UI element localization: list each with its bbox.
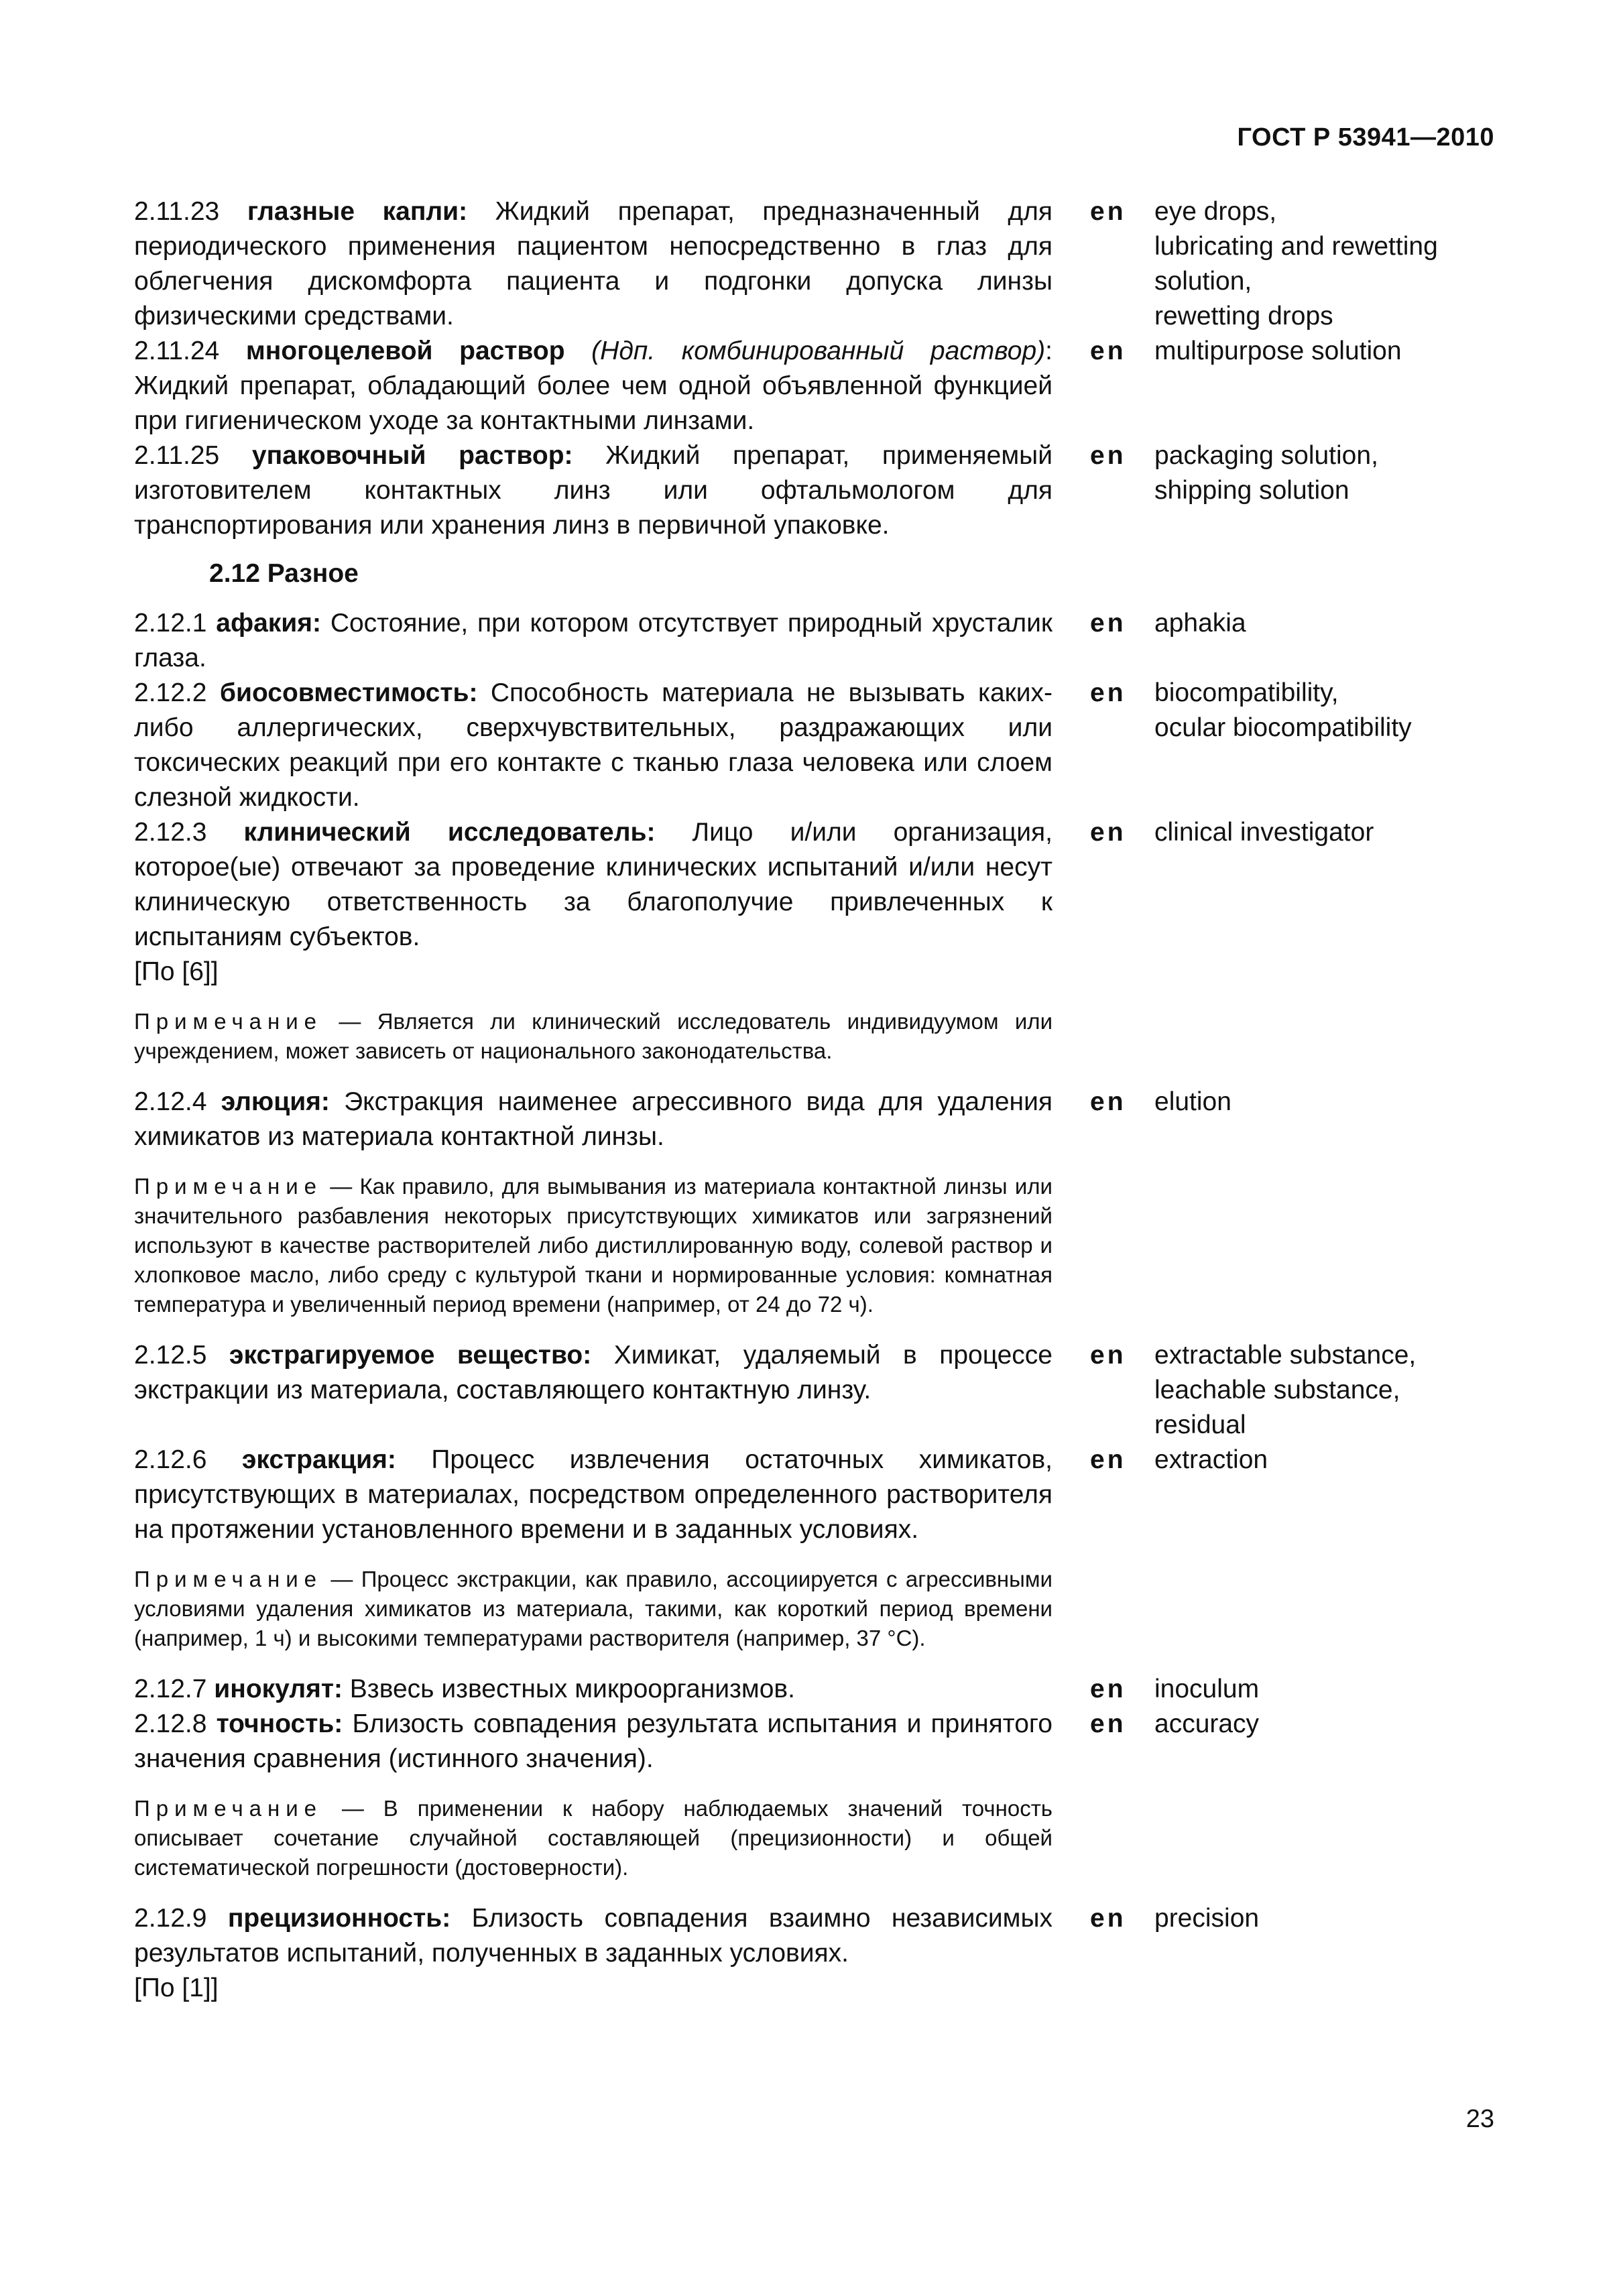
english-terms bbox=[1154, 1672, 1492, 1707]
definition bbox=[134, 194, 1053, 334]
definition-text: : Жидкий препарат, обладающий более чем одной объявленной функцией при гигиеническом уходе за контактными линзами. bbox=[134, 337, 1053, 435]
english-term: biocompatibility, bbox=[1154, 678, 1339, 707]
term-entry-2-11-25 bbox=[134, 438, 1492, 543]
term-number: 2.12.4 bbox=[134, 1087, 207, 1116]
definition bbox=[134, 1672, 1053, 1707]
term-entry-2-11-24 bbox=[134, 334, 1492, 438]
language-code: en bbox=[1090, 1445, 1126, 1474]
english-terms bbox=[1154, 1901, 1492, 2006]
definition-text: Лицо и/или организация, которое(ые) отвечают за проведение клинических испытаний и/или несут клиническую ответственность за благополучие привлеченных к испытаниям субъектов. bbox=[134, 818, 1053, 951]
source-reference: [По [6]] bbox=[134, 957, 219, 986]
english-terms bbox=[1154, 676, 1492, 815]
term-entry-2-12-5 bbox=[134, 1338, 1492, 1443]
term-entry-2-12-2 bbox=[134, 676, 1492, 815]
term-number: 2.12.7 bbox=[134, 1675, 207, 1703]
definition-text: Жидкий препарат, применяемый изготовителем контактных линз или офтальмологом для транспортирования или хранения линз в первичной упаковке. bbox=[134, 441, 1053, 540]
definition-text: Процесс извлечения остаточных химикатов, присутствующих в материалах, посредством определенного растворителя на протяжении установленного времени и в заданных условиях. bbox=[134, 1445, 1053, 1544]
term-number: 2.11.25 bbox=[134, 441, 220, 470]
english-term: rewetting drops bbox=[1154, 302, 1333, 330]
definition-text: Близость совпадения результата испытания и принятого значения сравнения (истинного значения). bbox=[134, 1709, 1053, 1773]
english-term: shipping solution bbox=[1154, 476, 1349, 505]
english-terms bbox=[1154, 606, 1492, 676]
note bbox=[134, 1172, 1053, 1319]
english-terms bbox=[1154, 438, 1492, 543]
note bbox=[134, 1007, 1053, 1066]
language-code: en bbox=[1090, 197, 1126, 226]
english-term: extractable substance, bbox=[1154, 1341, 1417, 1370]
definition bbox=[134, 1338, 1053, 1443]
english-term: elution bbox=[1154, 1087, 1231, 1116]
definition-text: Экстракция наименее агрессивного вида для удаления химикатов из материала контактной линзы. bbox=[134, 1087, 1053, 1151]
language-code: en bbox=[1090, 1087, 1126, 1116]
definition-text: Жидкий препарат, предназначенный для периодического применения пациентом непосредственно в глаз для облегчения дискомфорта пациента и подгонки допуска линзы физическими средствами. bbox=[134, 197, 1053, 330]
note-text: — Как правило, для вымывания из материала контактной линзы или значительного разбавления некоторых присутствующих химикатов или загрязнений используют в качестве растворителей либо дистиллированную воду, солевой раствор и хлопковое масло, либо среду с культурой ткани и нормированные условия: комнатная температура и увеличенный период времени (например, от 24 до 72 ч). bbox=[134, 1174, 1053, 1317]
definition-text: Состояние, при котором отсутствует природный хрусталик глаза. bbox=[134, 609, 1053, 672]
term-number: 2.12.5 bbox=[134, 1341, 207, 1370]
page-content bbox=[134, 194, 1492, 2006]
term-entry-2-12-4 bbox=[134, 1085, 1492, 1154]
note bbox=[134, 1565, 1053, 1653]
term-number: 2.12.8 bbox=[134, 1709, 207, 1738]
language-code: en bbox=[1090, 1904, 1126, 1933]
definition-text: Способность материала не вызывать каких-либо аллергических, сверхчувствительных, раздражающих или токсических реакций при его контакте с тканью глаза человека или слоем слезной жидкости. bbox=[134, 678, 1053, 812]
english-term: accuracy bbox=[1154, 1709, 1260, 1738]
term-name: афакия: bbox=[216, 609, 321, 638]
term-entry-2-12-3 bbox=[134, 815, 1492, 989]
note-text: — Является ли клинический исследователь индивидуумом или учреждением, может зависеть от национального законодательства. bbox=[134, 1009, 1053, 1063]
definition-text: Взвесь известных микроорганизмов. bbox=[349, 1675, 795, 1703]
term-name: многоцелевой раствор bbox=[245, 337, 565, 365]
term-entry-2-12-6 bbox=[134, 1443, 1492, 1547]
english-terms bbox=[1154, 1085, 1492, 1154]
english-term: leachable substance, bbox=[1154, 1376, 1400, 1404]
language-code: en bbox=[1090, 1709, 1126, 1738]
term-name: элюция: bbox=[221, 1087, 330, 1116]
note bbox=[134, 1794, 1053, 1882]
english-term: eye drops, bbox=[1154, 197, 1277, 226]
term-number: 2.12.6 bbox=[134, 1445, 207, 1474]
term-name: инокулят: bbox=[214, 1675, 343, 1703]
english-term: packaging solution, bbox=[1154, 441, 1378, 470]
definition bbox=[134, 1085, 1053, 1154]
language-code: en bbox=[1090, 1675, 1126, 1703]
note-label: Примечание bbox=[134, 1567, 323, 1591]
term-number: 2.12.2 bbox=[134, 678, 207, 707]
page-number: 23 bbox=[1465, 2105, 1494, 2133]
note-label: Примечание bbox=[134, 1009, 323, 1034]
definition bbox=[134, 334, 1053, 438]
english-terms bbox=[1154, 194, 1492, 334]
term-number: 2.11.24 bbox=[134, 337, 220, 365]
english-terms bbox=[1154, 1338, 1492, 1443]
definition bbox=[134, 1901, 1053, 2006]
english-term: inoculum bbox=[1154, 1675, 1260, 1703]
term-name: прецизионность: bbox=[227, 1904, 451, 1933]
term-name: глазные капли: bbox=[247, 197, 468, 226]
note-label: Примечание bbox=[134, 1174, 323, 1199]
definition bbox=[134, 676, 1053, 815]
english-term: lubricating and rewetting bbox=[1154, 232, 1438, 261]
note-text: — Процесс экстракции, как правило, ассоциируется с агрессивными условиями удаления химикатов из материала, такими, как короткий период времени (например, 1 ч) и высокими температурами растворителя (например, 37 °С). bbox=[134, 1567, 1053, 1650]
definition bbox=[134, 606, 1053, 676]
term-name: точность: bbox=[216, 1709, 343, 1738]
english-term: aphakia bbox=[1154, 609, 1246, 638]
definition bbox=[134, 438, 1053, 543]
source-reference: [По [1]] bbox=[134, 1974, 219, 2002]
english-term: extraction bbox=[1154, 1445, 1268, 1474]
definition-text: Близость совпадения взаимно независимых результатов испытаний, полученных в заданных условиях. bbox=[134, 1904, 1053, 1968]
language-code: en bbox=[1090, 337, 1126, 365]
definition bbox=[134, 1707, 1053, 1776]
language-code: en bbox=[1090, 678, 1126, 707]
english-term: clinical investigator bbox=[1154, 818, 1374, 847]
english-term: residual bbox=[1154, 1410, 1246, 1439]
term-entry-2-12-9 bbox=[134, 1901, 1492, 2006]
language-code: en bbox=[1090, 441, 1126, 470]
language-code: en bbox=[1090, 818, 1126, 847]
english-term: multipurpose solution bbox=[1154, 337, 1402, 365]
english-term: ocular biocompatibility bbox=[1154, 713, 1412, 742]
definition bbox=[134, 815, 1053, 989]
term-number: 2.12.3 bbox=[134, 818, 207, 847]
language-code: en bbox=[1090, 609, 1126, 638]
document-id: ГОСТ Р 53941—2010 bbox=[1237, 123, 1494, 152]
term-name: биосовместимость: bbox=[219, 678, 478, 707]
english-term: solution, bbox=[1154, 267, 1252, 296]
term-entry-2-12-8 bbox=[134, 1707, 1492, 1776]
english-terms bbox=[1154, 815, 1492, 989]
deprecated-term: (Ндп. комбинированный раствор) bbox=[591, 337, 1046, 365]
english-terms bbox=[1154, 1443, 1492, 1547]
term-name: экстрагируемое вещество: bbox=[229, 1341, 592, 1370]
english-terms bbox=[1154, 334, 1492, 438]
definition bbox=[134, 1443, 1053, 1547]
english-term: precision bbox=[1154, 1904, 1260, 1933]
definition-text: Химикат, удаляемый в процессе экстракции из материала, составляющего контактную линзу. bbox=[134, 1341, 1053, 1404]
term-name: экстракция: bbox=[241, 1445, 396, 1474]
term-number: 2.12.9 bbox=[134, 1904, 207, 1933]
term-entry-2-12-1 bbox=[134, 606, 1492, 676]
note-label: Примечание bbox=[134, 1796, 323, 1821]
term-number: 2.12.1 bbox=[134, 609, 207, 638]
term-entry-2-12-7 bbox=[134, 1672, 1492, 1707]
term-entry-2-11-23 bbox=[134, 194, 1492, 334]
section-title: 2.12 Разное bbox=[209, 559, 359, 588]
note-text: — В применении к набору наблюдаемых значений точность описывает сочетание случайной составляющей (прецизионности) и общей систематической погрешности (достоверности). bbox=[134, 1796, 1053, 1880]
term-number: 2.11.23 bbox=[134, 197, 220, 226]
term-name: клинический исследователь: bbox=[243, 818, 656, 847]
language-code: en bbox=[1090, 1341, 1126, 1370]
term-name: упаковочный раствор: bbox=[251, 441, 573, 470]
english-terms bbox=[1154, 1707, 1492, 1776]
